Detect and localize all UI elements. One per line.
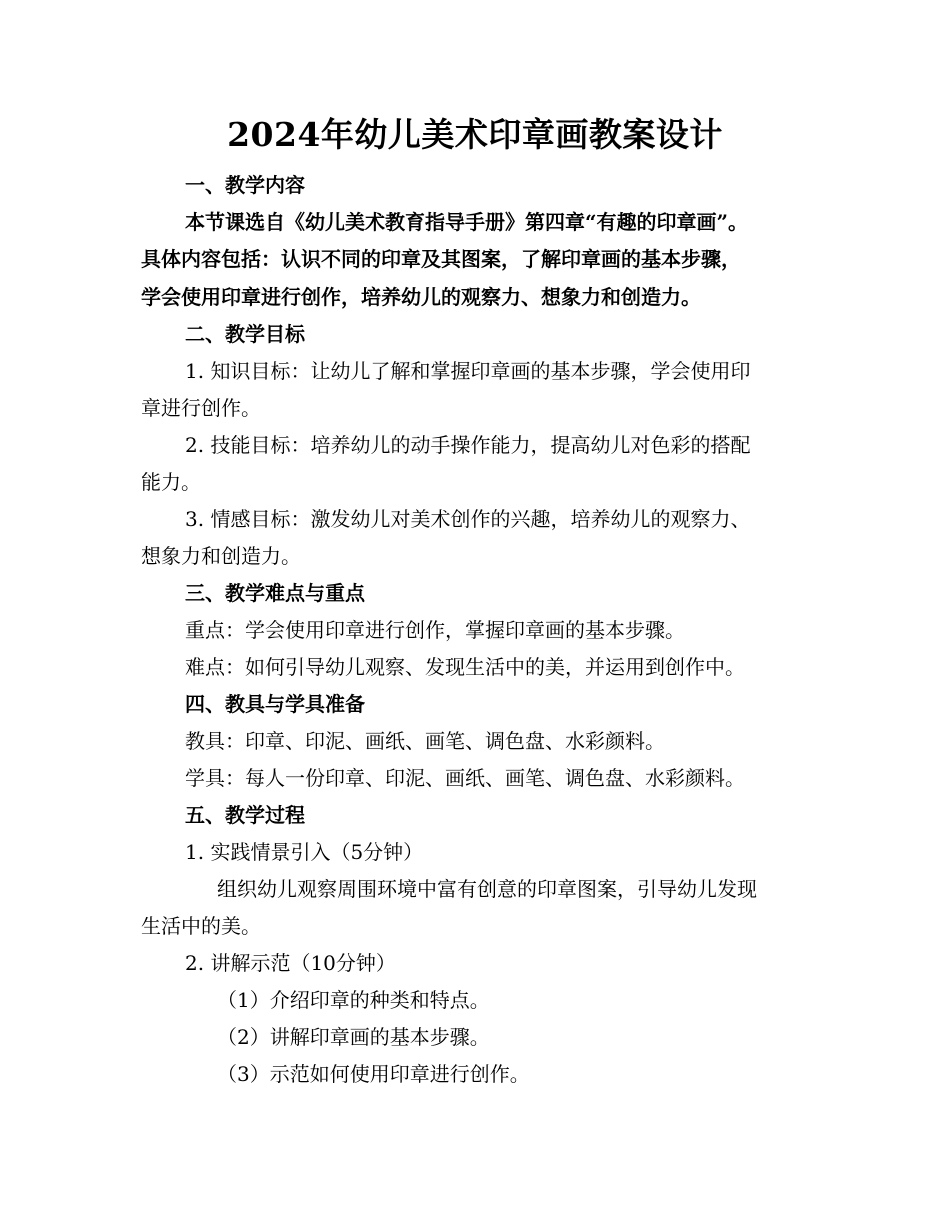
paragraph-line: （2）讲解印章画的基本步骤。 — [217, 1025, 490, 1049]
paragraph-line: 想象力和创造力。 — [141, 544, 301, 568]
section-heading-materials: 四、教具与学具准备 — [185, 692, 365, 716]
paragraph-line: 章进行创作。 — [141, 396, 261, 420]
section-heading-teaching-content: 一、教学内容 — [185, 173, 305, 197]
section-heading-teaching-goals: 二、教学目标 — [185, 322, 305, 346]
document-title: 2024年幼儿美术印章画教案设计 — [227, 115, 723, 154]
paragraph-line: 1. 实践情景引入（5分钟） — [185, 840, 424, 864]
paragraph-line: 能力。 — [141, 470, 201, 494]
paragraph-line: 难点：如何引导幼儿观察、发现生活中的美，并运用到创作中。 — [185, 655, 745, 679]
paragraph-line: 生活中的美。 — [141, 914, 261, 938]
section-heading-process: 五、教学过程 — [185, 803, 305, 827]
section-heading-difficulties: 三、教学难点与重点 — [185, 581, 365, 605]
paragraph-line: 重点：学会使用印章进行创作，掌握印章画的基本步骤。 — [185, 618, 685, 642]
paragraph-line: 2. 讲解示范（10分钟） — [185, 951, 396, 975]
paragraph-line: 组织幼儿观察周围环境中富有创意的印章图案，引导幼儿发现 — [217, 877, 757, 901]
paragraph-line: 2. 技能目标：培养幼儿的动手操作能力，提高幼儿对色彩的搭配 — [185, 433, 751, 457]
paragraph-line: 具体内容包括：认识不同的印章及其图案，了解印章画的基本步骤， — [141, 247, 741, 271]
paragraph-line: 学会使用印章进行创作，培养幼儿的观察力、想象力和创造力。 — [141, 285, 701, 309]
paragraph-line: 本节课选自《幼儿美术教育指导手册》第四章“有趣的印章画”。 — [185, 210, 749, 234]
paragraph-line: 1. 知识目标：让幼儿了解和掌握印章画的基本步骤，学会使用印 — [185, 359, 751, 383]
paragraph-line: 学具：每人一份印章、印泥、画纸、画笔、调色盘、水彩颜料。 — [185, 766, 745, 790]
paragraph-line: 教具：印章、印泥、画纸、画笔、调色盘、水彩颜料。 — [185, 729, 665, 753]
paragraph-line: （3）示范如何使用印章进行创作。 — [217, 1062, 530, 1086]
paragraph-line: （1）介绍印章的种类和特点。 — [217, 988, 490, 1012]
paragraph-line: 3. 情感目标：激发幼儿对美术创作的兴趣，培养幼儿的观察力、 — [185, 507, 751, 531]
